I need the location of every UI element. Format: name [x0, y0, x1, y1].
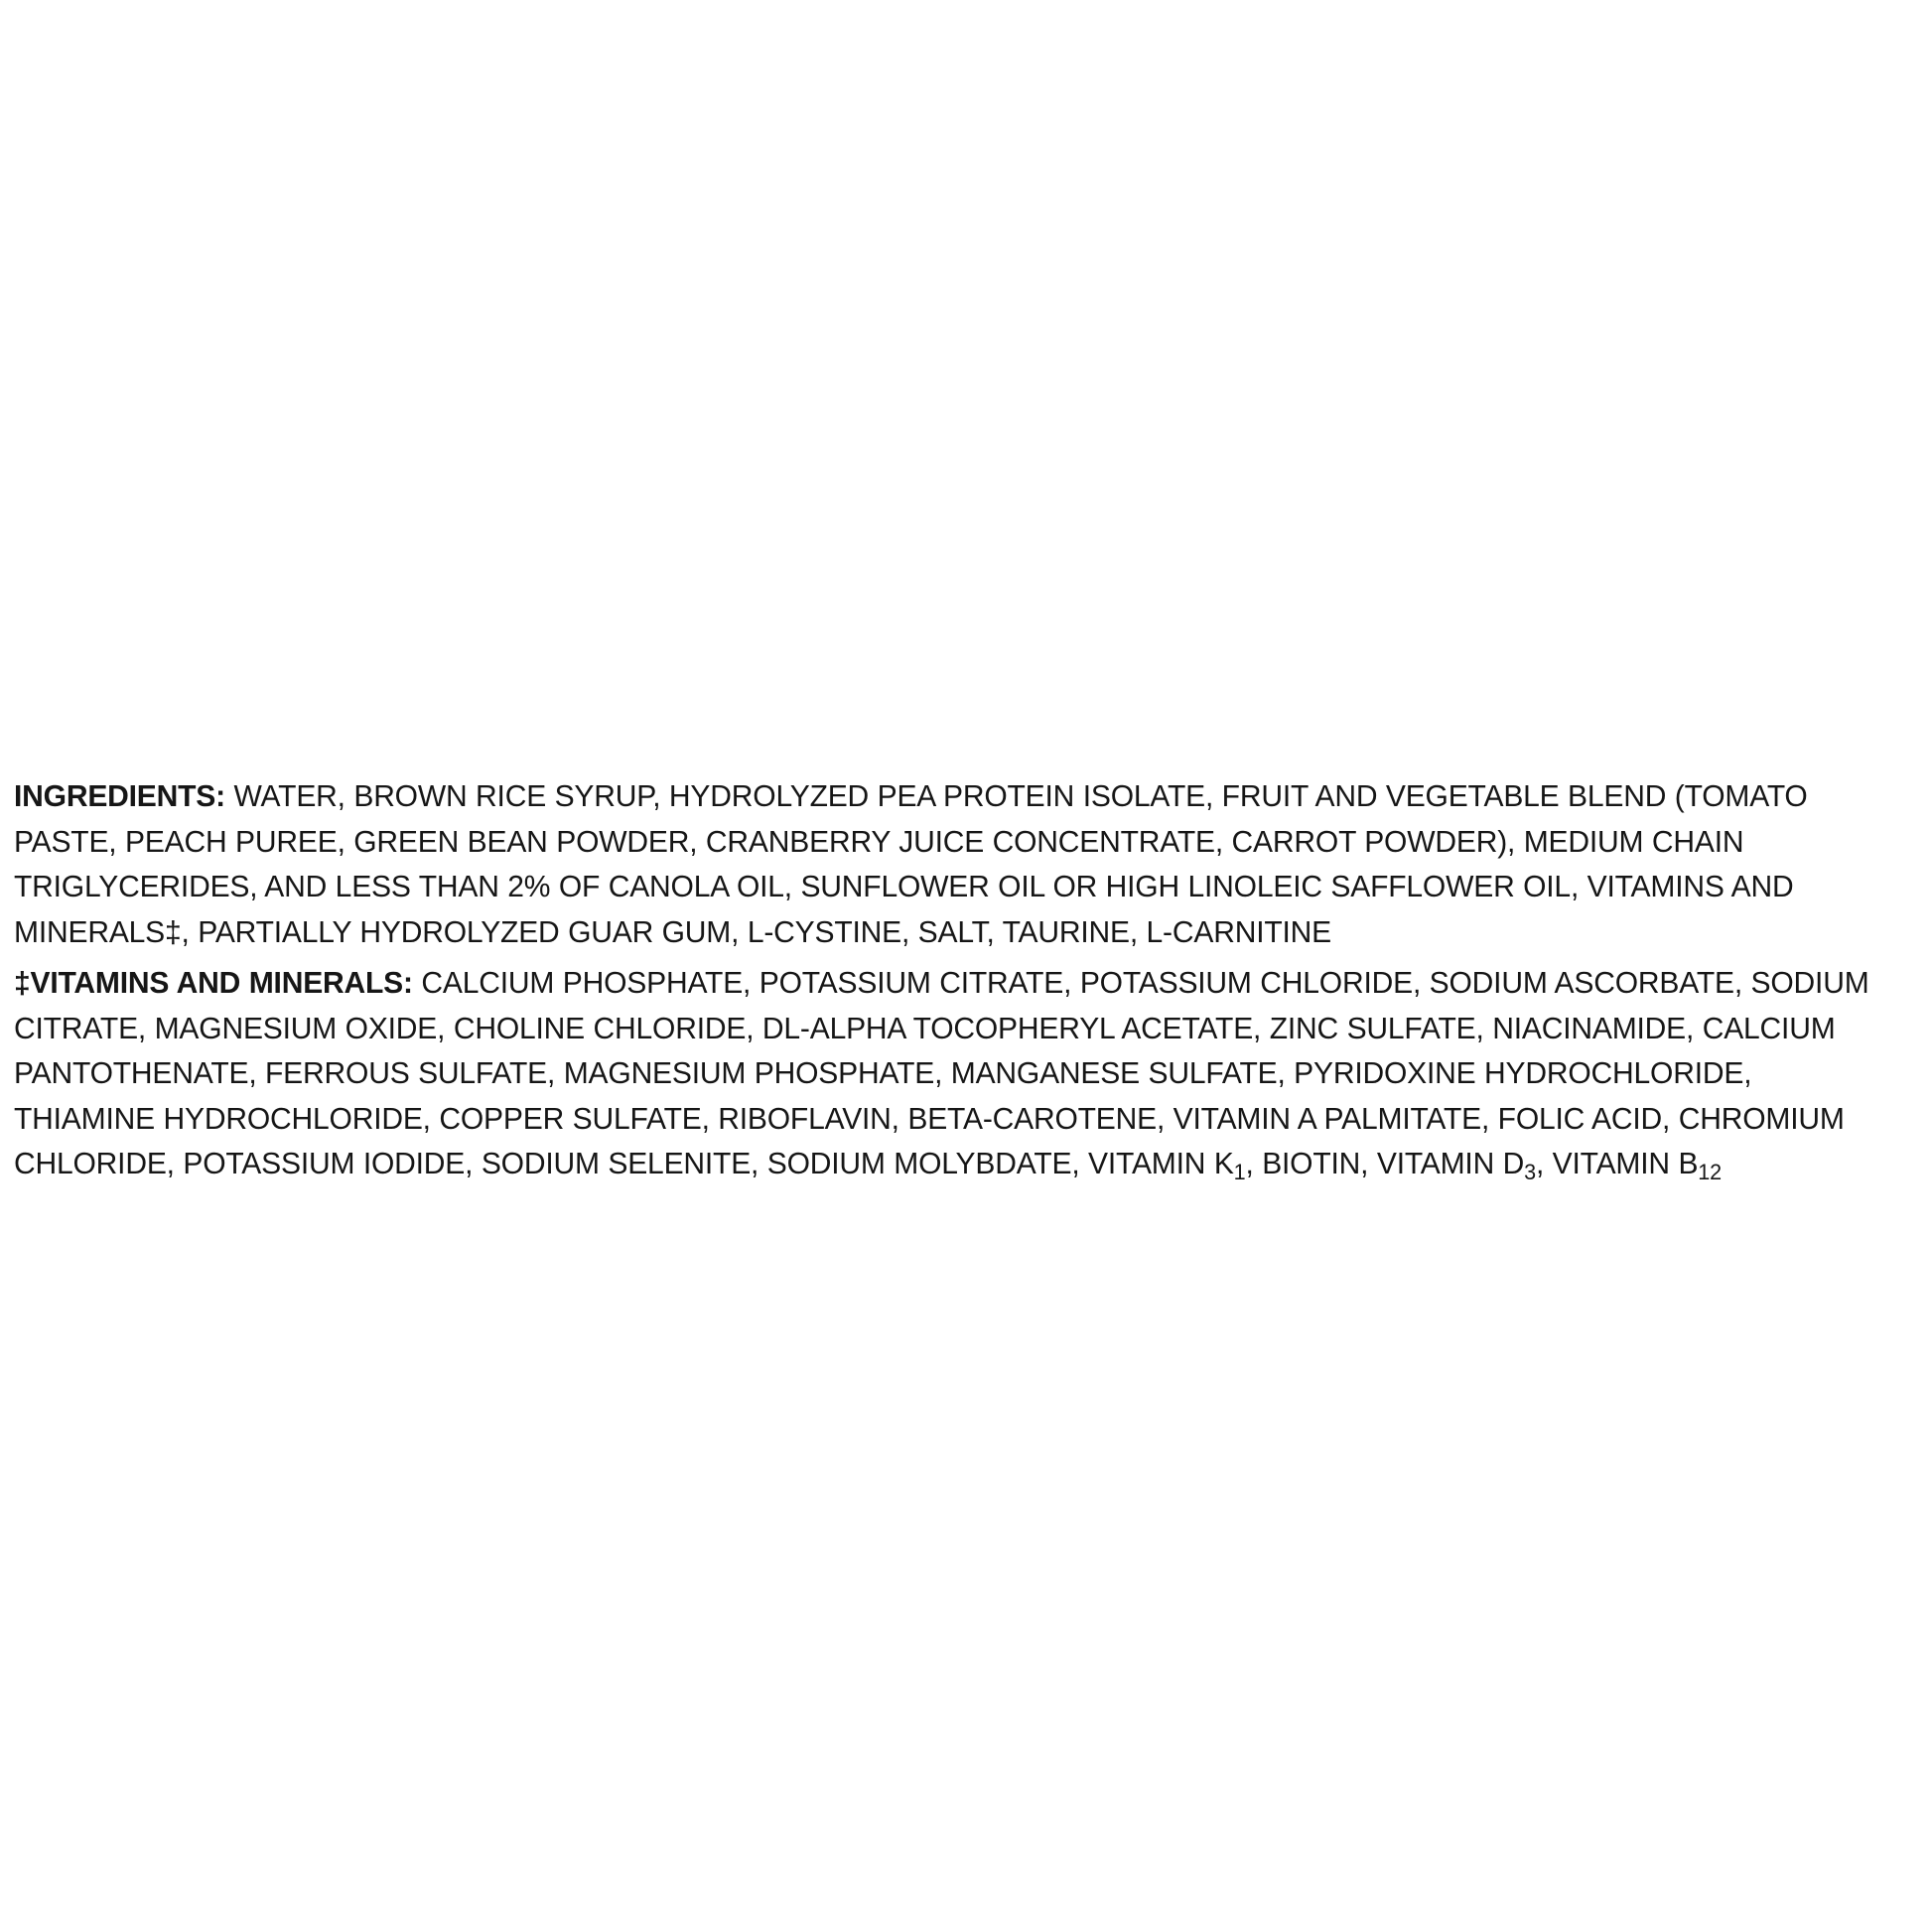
- vitamins-minerals-heading: ‡VITAMINS AND MINERALS:: [14, 966, 413, 1000]
- vitamins-minerals-body-1: CALCIUM PHOSPHATE, POTASSIUM CITRATE, POTASSIUM CHLORIDE, SODIUM ASCORBATE, SODIUM CITRATE, MAGNESIUM OXIDE, CHOLINE CHLORIDE, DL-ALPHA TOCOPHERYL ACETATE, ZINC SULFATE, NIACINAMIDE, CALCIUM PANTOTHENATE, FERROUS SULFATE, MAGNESIUM PHOSPHATE, MANGANESE SULFATE, PYRIDOXINE HYDROCHLORIDE, THIAMINE HYDROCHLORIDE, COPPER SULFATE, RIBOFLAVIN, BETA-CAROTENE, VITAMIN A PALMITATE, FOLIC ACID, CHROMIUM CHLORIDE, POTASSIUM IODIDE, SODIUM SELENITE, SODIUM MOLYBDATE, VITAMIN K: [14, 966, 1869, 1180]
- ingredients-block: [14, 774, 1918, 1187]
- ingredients-body: WATER, BROWN RICE SYRUP, HYDROLYZED PEA PROTEIN ISOLATE, FRUIT AND VEGETABLE BLEND (TOMATO PASTE, PEACH PUREE, GREEN BEAN POWDER, CRANBERRY JUICE CONCENTRATE, CARROT POWDER), MEDIUM CHAIN TRIGLYCERIDES, AND LESS THAN 2% OF CANOLA OIL, SUNFLOWER OIL OR HIGH LINOLEIC SAFFLOWER OIL, VITAMINS AND MINERALS‡, PARTIALLY HYDROLYZED GUAR GUM, L-CYSTINE, SALT, TAURINE, L-CARNITINE: [14, 779, 1808, 949]
- vitamins-minerals-paragraph: [14, 961, 1889, 1187]
- vitamins-minerals-body-2: , BIOTIN, VITAMIN D: [1245, 1147, 1525, 1180]
- ingredients-heading: INGREDIENTS:: [14, 779, 225, 813]
- ingredients-paragraph: [14, 774, 1889, 955]
- vitamin-b-subscript: 12: [1698, 1160, 1722, 1185]
- vitamin-k-subscript: 1: [1233, 1160, 1246, 1185]
- vitamin-d-subscript: 3: [1524, 1160, 1536, 1185]
- vitamins-minerals-body-3: , VITAMIN B: [1535, 1147, 1699, 1180]
